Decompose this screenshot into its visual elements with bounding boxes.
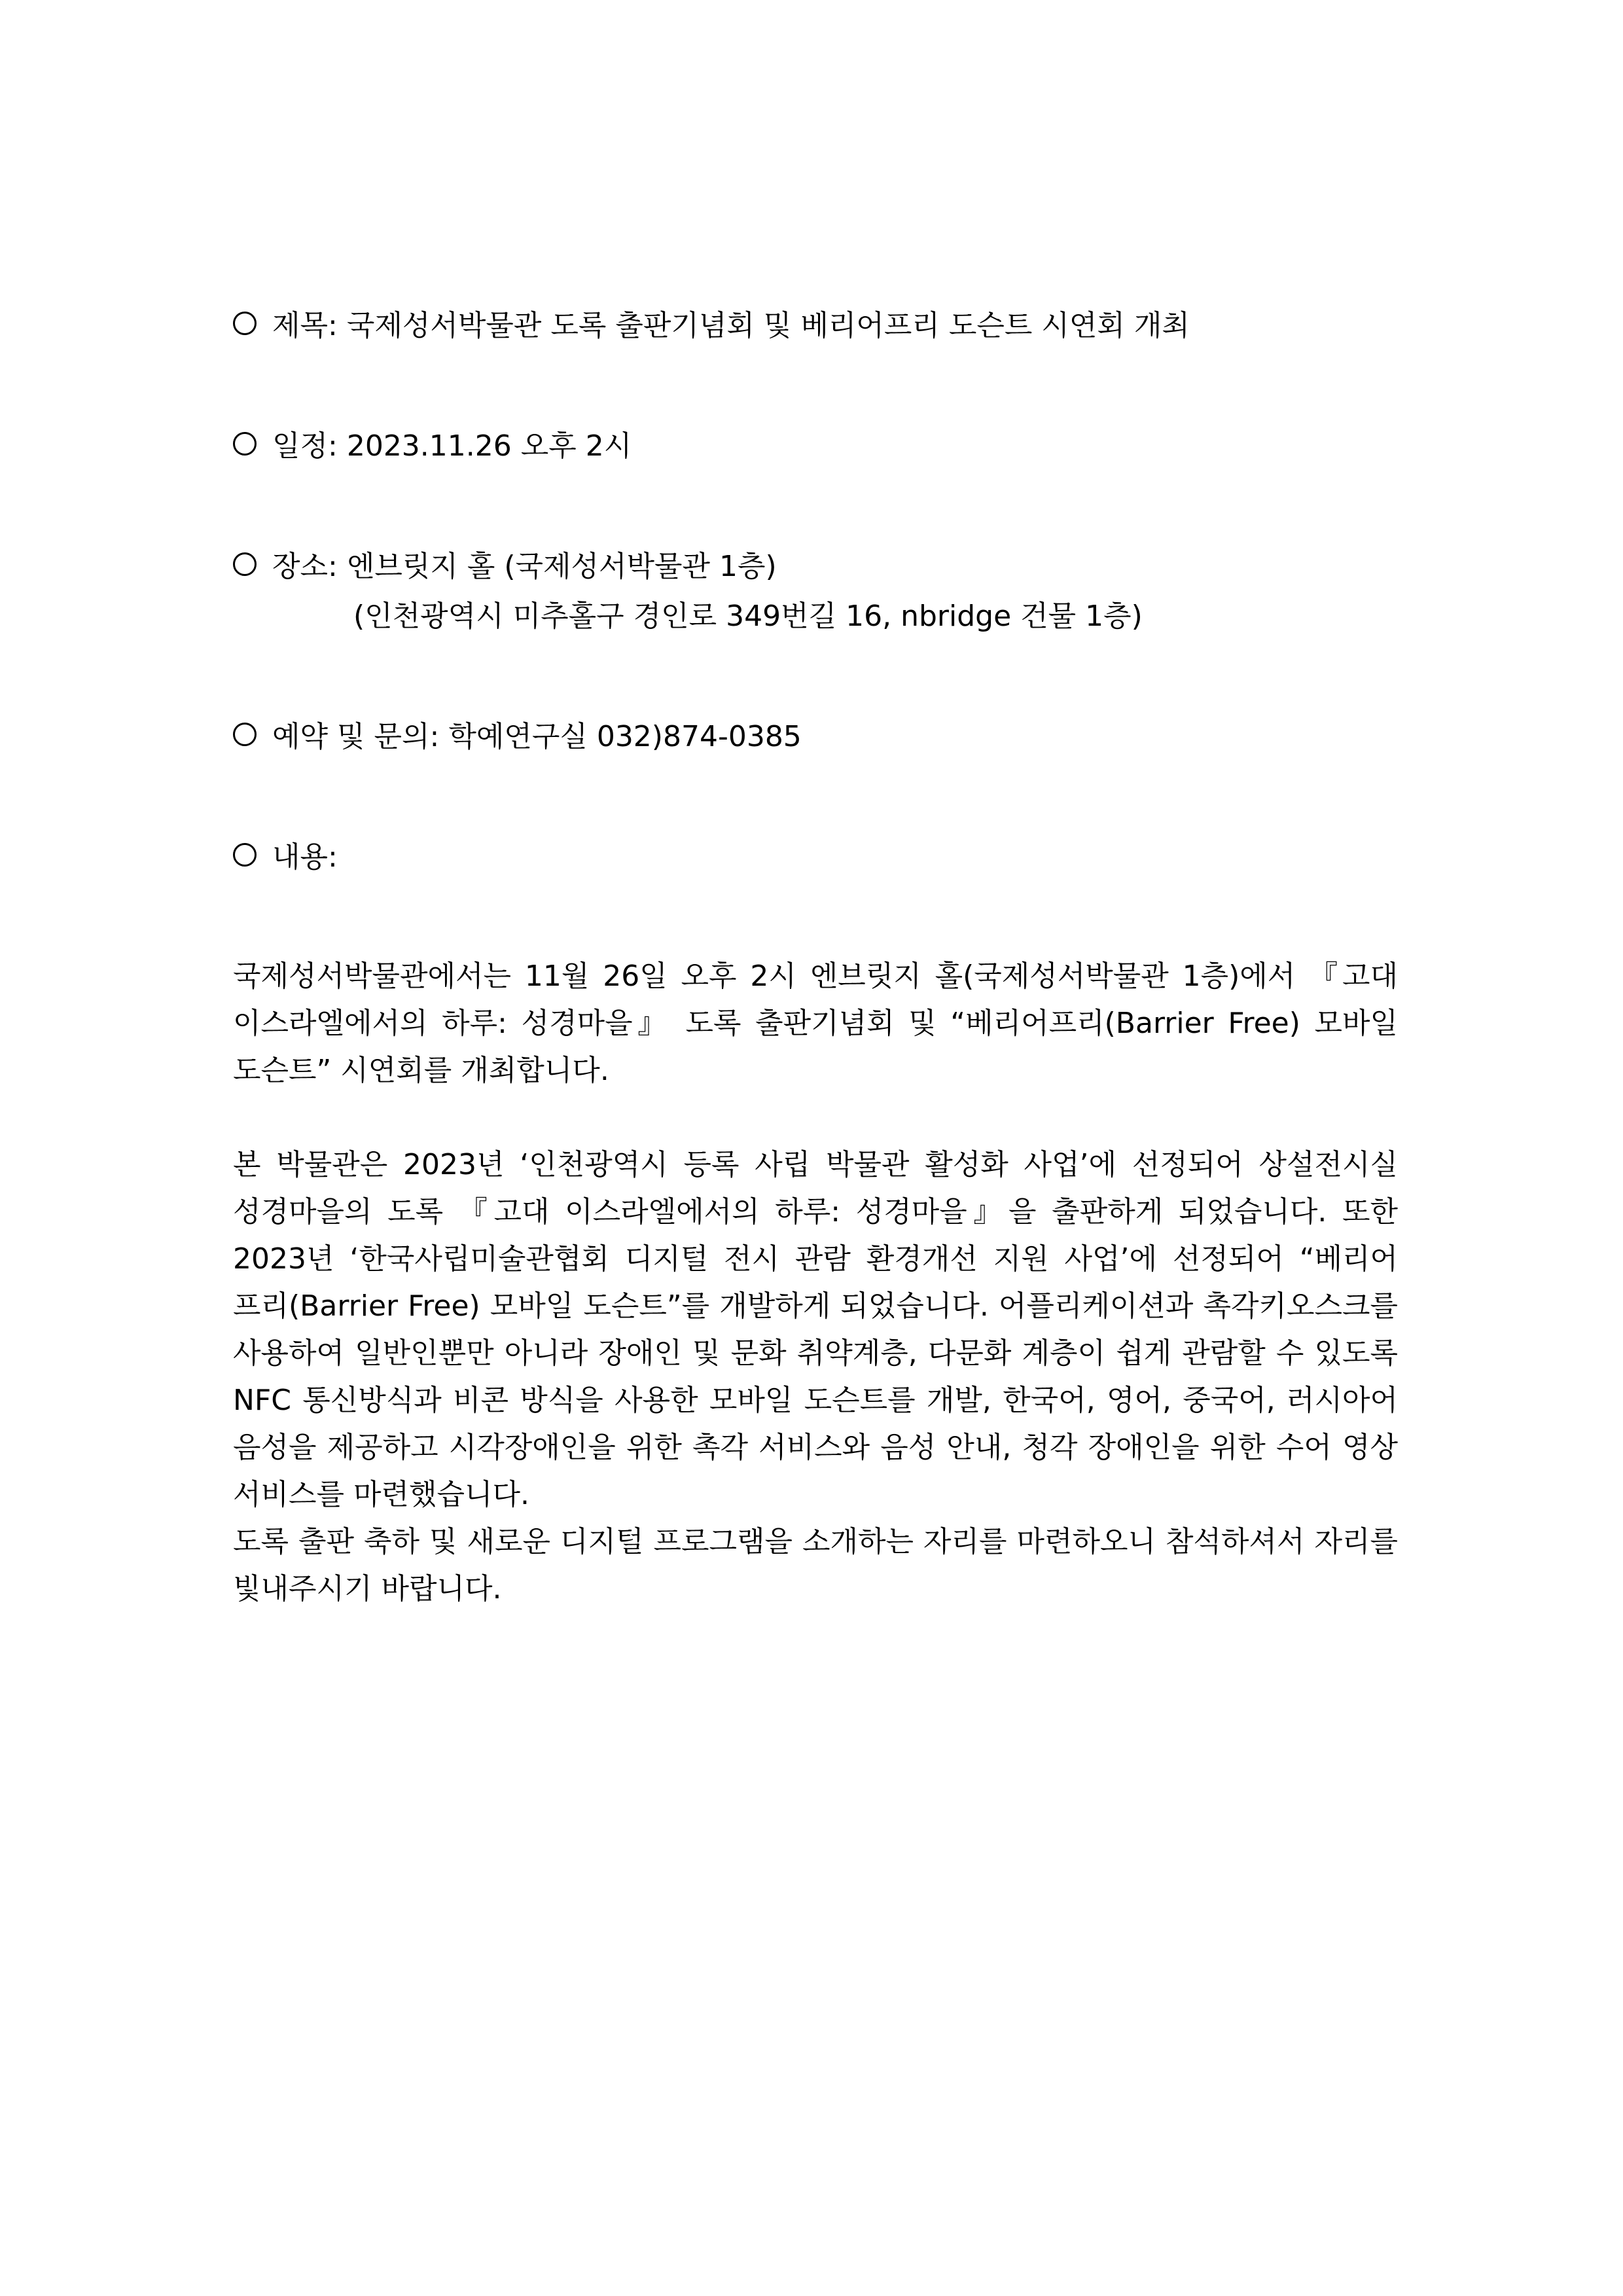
date-item — [233, 422, 1398, 471]
date-label: 일정 : — [272, 429, 347, 463]
place-address: (인천광역시 미추홀구 경인로 349번길 16, nbridge 건물 1층) — [353, 600, 1143, 633]
content-label: 내용 : — [272, 840, 347, 874]
content-item — [233, 833, 1398, 882]
circle-bullet-icon — [233, 552, 257, 576]
circle-bullet-icon — [233, 843, 257, 867]
place-item — [233, 542, 1398, 592]
contact-value: 학예연구실 032)874-0385 — [448, 720, 802, 753]
contact-item — [233, 712, 1398, 762]
title-item — [233, 301, 1398, 351]
body-paragraph-2: 본 박물관은 2023년 ‘인천광역시 등록 사립 박물관 활성화 사업’에 선정되어 상설전시실 성경마을의 도록 『고대 이스라엘에서의 하루: 성경마을』을 출판하게 되었습니다. 또한 2023년 ‘한국사립미술관협회 디지털 전시 관람 환경개선 지원 사업’에 선정되어 “베리어 프리(Barrier Free) 모바일 도슨트”를 개발하게 되었습니다. 어플리케이션과 촉각키오스크를 사용하여 일반인뿐만 아니라 장애인 및 문화 취약계층, 다문화 계층이 쉽게 관람할 수 있도록 NFC 통신방식과 비콘 방식을 사용한 모바일 도슨트를 개발, 한국어, 영어, 중국어, 러시아어 음성을 제공하고 시각장애인을 위한 촉각 서비스와 음성 안내, 청각 장애인을 위한 수어 영상 서비스를 마련했습니다. — [233, 1148, 1398, 1511]
title-value: 국제성서박물관 도록 출판기념회 및 베리어프리 도슨트 시연회 개최 — [346, 309, 1190, 342]
date-value: 2023.11.26 오후 2시 — [346, 429, 632, 463]
body-paragraph-1: 국제성서박물관에서는 11월 26일 오후 2시 엔브릿지 홀(국제성서박물관 1층)에서 『고대 이스라엘에서의 하루: 성경마을』 도록 출판기념회 및 “베리어프리(Barrier Free) 모바일 도슨트” 시연회를 개최합니다. — [233, 960, 1398, 1087]
contact-label: 예약 및 문의 : — [272, 720, 448, 753]
place-label: 장소 : — [272, 550, 347, 583]
circle-bullet-icon — [233, 312, 257, 335]
document-page — [233, 301, 1398, 1613]
circle-bullet-icon — [233, 723, 257, 746]
title-label: 제목 : — [272, 309, 347, 342]
circle-bullet-icon — [233, 432, 257, 456]
place-value: 엔브릿지 홀 (국제성서박물관 1층) — [346, 550, 777, 583]
body-paragraph-3: 도록 출판 축하 및 새로운 디지털 프로그램을 소개하는 자리를 마련하오니 참석하셔서 자리를 빛내주시기 바랍니다. — [233, 1525, 1398, 1605]
